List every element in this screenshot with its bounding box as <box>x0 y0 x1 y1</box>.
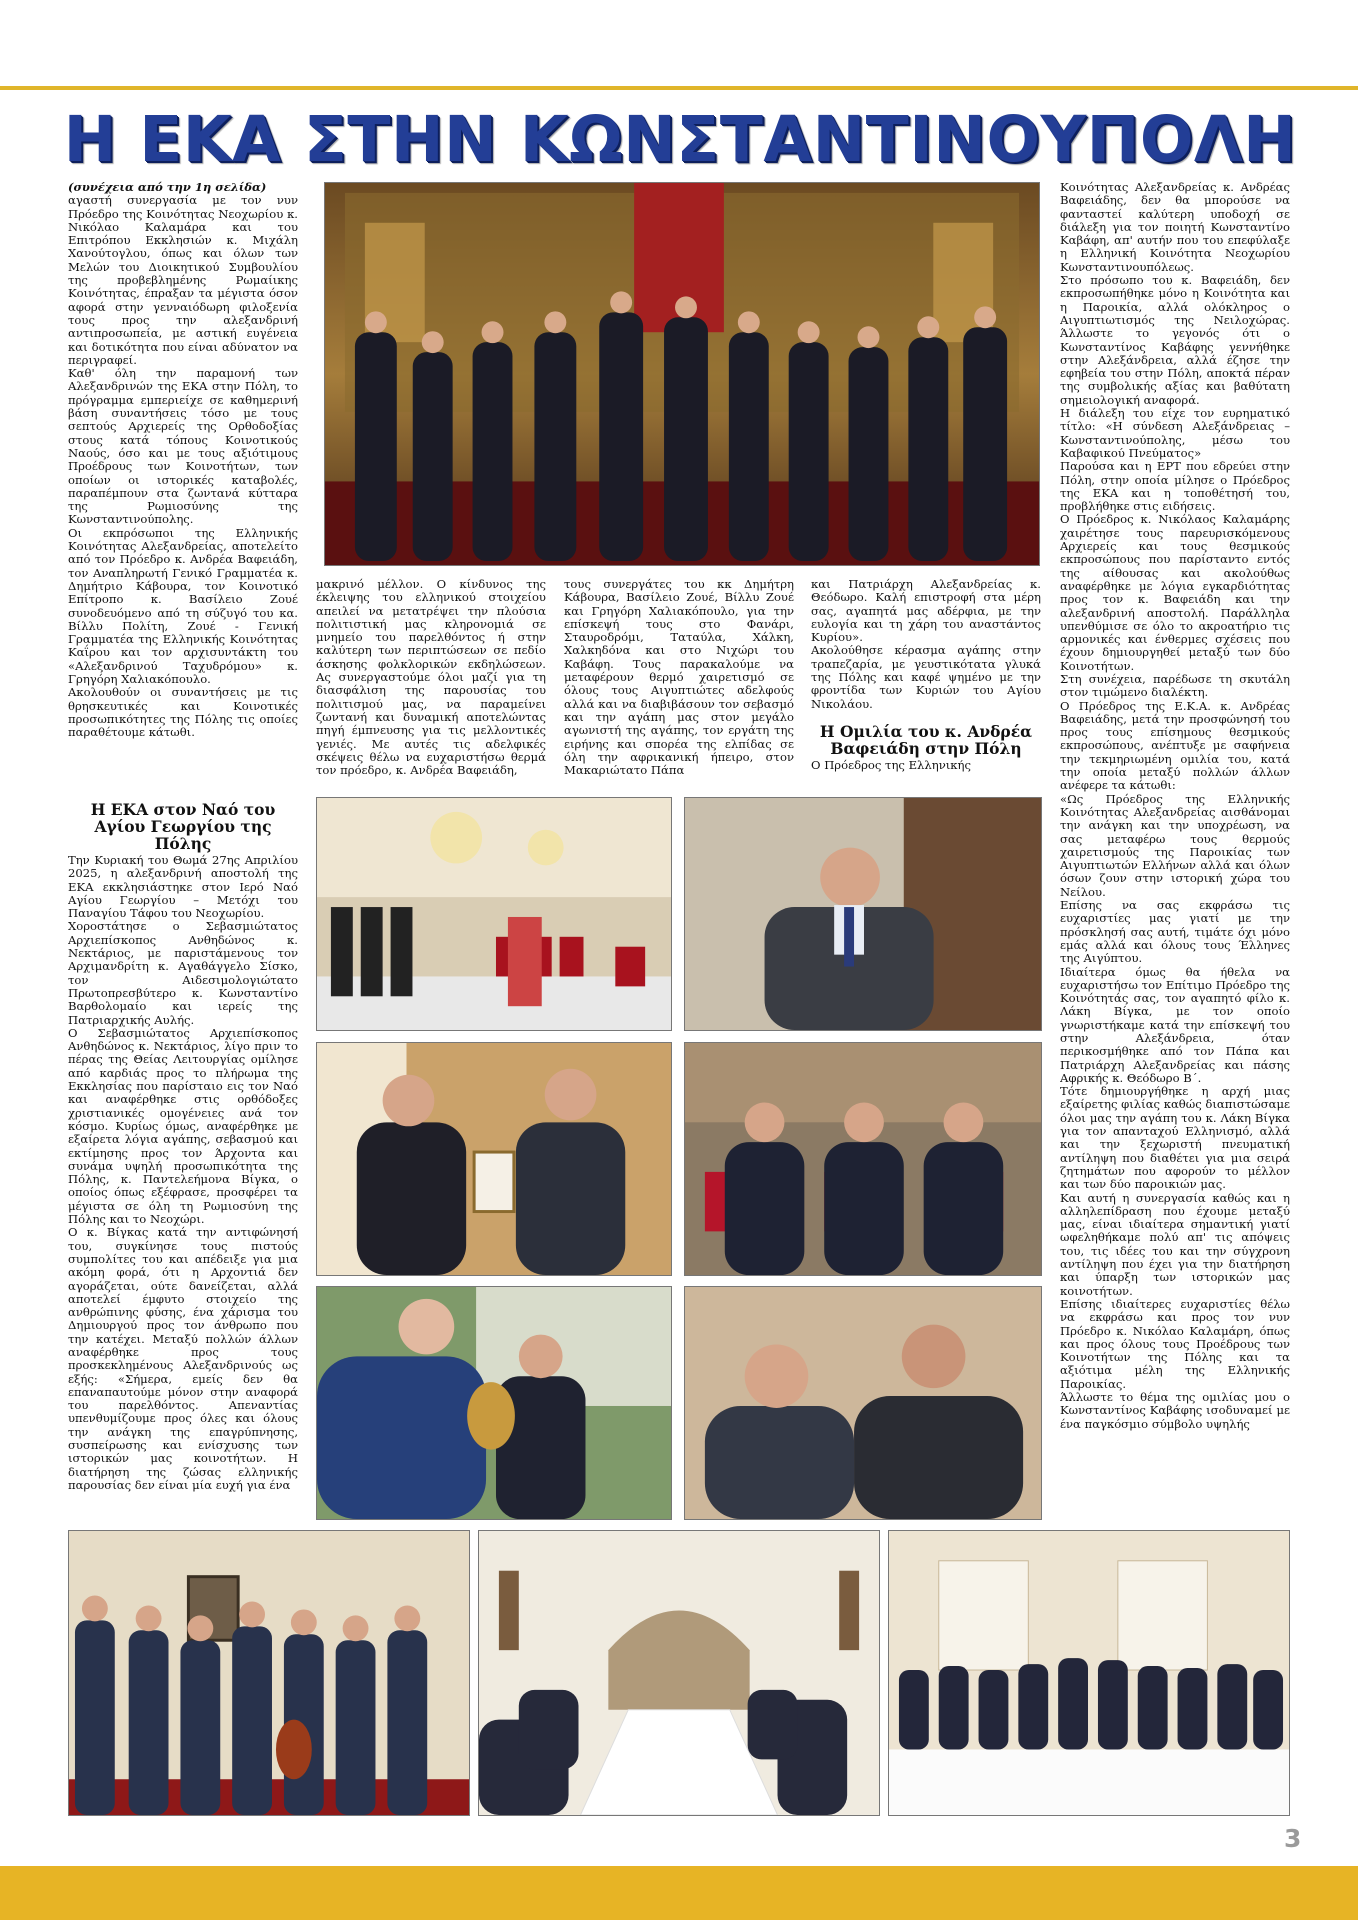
section-heading-speech: Η Ομιλία του κ. Ανδρέα Βαφειάδη στην Πόλη <box>819 721 1033 758</box>
photo-two-men-portrait <box>684 1286 1042 1520</box>
photo-plaque-presentation <box>316 1042 672 1276</box>
paragraph: Ακολουθούν οι συναντήσεις με τις θρησκευτικές και Κοινοτικές προσωπικότητες της Πόλης τις οποίες παραθέτουμε κάτωθι. <box>68 685 298 740</box>
paragraph: τους συνεργάτες του κκ Δημήτρη Κάβουρα, Βασίλειο Ζουέ, Βίλλυ Ζουέ και Γρηγόρη Χαλιακόπουλο, για την επίσκεψή τους στο Φανάρι, Σταυροδρόμι, Ταταύλα, Χάλκη, Χαλκηδόνα και στο Νιχώρι του Καβάφη. Τους παρακαλούμε να μεταφέρουν θερμό χαιρετισμό σε όλους τους Αιγυπτιώτες αδελφούς αλλά και να διαβιβάσουν τον σεβασμό και την αγάπη μας στον μεγάλο αγωνιστή της αγάπης, τον εργάτη της ειρήνης και σπορέα της ελπίδας σε όλη την αφρικανική ήπειρο, στον Μακαριώτατο Πάπα <box>564 578 794 778</box>
photo-group-standing <box>68 1530 470 1816</box>
photo-speaker-podium <box>684 797 1042 1031</box>
paragraph: Στη συνέχεια, παρέδωσε τη σκυτάλη στον τιμώμενο διαλέκτη. <box>1060 671 1290 700</box>
continuation-note: (συνέχεια από την 1η σελίδα) <box>68 181 267 194</box>
paragraph: Ο κ. Βίγκας κατά την αντιφώνησή του, συγκίνησε τους πιστούς συμπολίτες του και απέδειξε για μια ακόμη φορά, ότι η Αρχοντιά δεν αγοράζεται, ούτε δανείζεται, αλλά αποτελεί έμφυτο στοιχείο της ανθρώπινης φύσης, ένα χάρισμα του Δημιουργού προς τον άνθρωπο που την κατέχει. Μεταξύ πολλών άλλων αναφέρθηκε προς τους προσκεκλημένους Αλεξανδρινούς ως εξής: «Σήμερα, εμείς δεν θα επαναπαυτούμε μόνον στην αναφορά του παρελθόντος. Απεναντίας υπενθυμίζουμε προς όλες και όλους την ανάγκη της επαγρύπνησης, συσπείρωσης και ενίσχυσης των ιστορικών μας κοινοτήτων. Η διατήρηση της ζώσας ελληνικής παρουσίας δεν είναι μία ευχή για ένα <box>68 1225 298 1492</box>
paragraph: Ιδιαίτερα όμως θα ήθελα να ευχαριστήσω τον Επίτιμο Πρόεδρο της Κοινότητάς σας, τον αγαπητό φίλο κ. Λάκη Βίγκα, με τον οποίο γνωριστήκαμε κατά την επίσκεψή του στην Αλεξάνδρεια, όταν περικοσμήθηκε από τον Πάπα και Πατριάρχη Αλεξανδρείας και πάσης Αφρικής κ. Θεόδωρο Β΄. <box>1060 964 1290 1085</box>
photo-seated-guests <box>684 1042 1042 1276</box>
paragraph: μακρινό μέλλον. Ο κίνδυνος της έκλειψης του ελληνικού στοιχείου απειλεί να μετατρέψει την πλούσια πολιτιστική μας κληρονομιά σε μνημείο του παρελθόντος ή στην καλύτερη των περιπτώσεων σε πεδίο άσκησης φολκλορικών εκδηλώσεων. Ας συνεργαστούμε όλοι μαζί για τη διασφάλιση της παρουσίας του πολιτισμού μας, να παραμείνει ζωντανή και δυναμική αποτελώντας πηγή έμπνευσης για τις μελλοντικές γενιές. Με αυτές τις αδελφικές σκέψεις θέλω να ευχαριστήσω θερμά τον πρόεδρο, κ. Ανδρέα Βαφειάδη, <box>316 578 546 778</box>
paragraph: αγαστή συνεργασία με τον νυν Πρόεδρο της Κοινότητας Νεοχωρίου κ. Νικόλαο Καλαμάρα και του Επιτρόπου Εκκλησιών κ. Μιχάλη Χανούτογλου, όπως και όλων των Μελών του Διοικητικού Συμβουλίου της προβεβλημένης Ρωμαίικης Κοινότητας, έπραξαν τα μέγιστα όσον αφορά στην γενναιόδωρη φιλοξενία τους προς την αλεξανδρινή αντιπροσωπεία, με αστική ευγένεια και δοτικότητα που είναι αδύνατον να περιγραφεί. <box>68 193 298 367</box>
column-5 <box>1060 181 1290 1524</box>
photo-church-interior <box>316 797 672 1031</box>
paragraph: και Πατριάρχη Αλεξανδρείας κ. Θεόδωρο. Καλή επιστροφή στα μέρη σας, αγαπητά μας αδέρφια, με την ευλογία και τη χάρη του αναστάντος Κυρίου». <box>811 578 1041 645</box>
top-rule <box>0 86 1358 90</box>
paragraph: Και αυτή η συνεργασία καθώς και η αλληλεπίδραση που έχουμε μεταξύ μας, είναι ιδιαίτερα σημαντική γιατί ωφεληθήκαμε πολύ απ' τις απόψεις του, τις ιδέες του και την σύγχρονη αντίληψη που έχει για την διατήρηση και ύπαρξη των ιστορικών μας κοινοτήτων. <box>1060 1190 1290 1298</box>
paragraph: Καθ' όλη την παραμονή των Αλεξανδρινών της ΕΚΑ στην Πόλη, το πρόγραμμα εμπεριείχε σε καθημερινή βάση συναντήσεις τόσο με τους σεπτούς Αρχιερείς της Ορθοδοξίας στους κατά τόπους Κοινοτικούς Ναούς, όσο και με τους αξιότιμους Προέδρους των Κοινοτήτων, των οποίων οι ιστορικές καταβολές, παραπέμπουν στα ζωντανά κύτταρα της Ρωμιοσύνης της Κωνσταντινούπολης. <box>68 366 298 527</box>
paragraph: Τότε δημιουργήθηκε η αρχή μιας εξαίρετης φιλίας καθώς διαπιστώσαμε όλοι μας την αγάπη του κ. Λάκη Βίγκα για τον απανταχού Ελληνισμό, αλλά και την ξεχωριστή πνευματική αντίληψη που διαθέτει για μια σειρά ζητημάτων που αφορούν το μέλλον και των δύο παροικιών μας. <box>1060 1084 1290 1192</box>
paragraph: Η διάλεξη του είχε τον ευρηματικό τίτλο: «Η σύνδεση Αλεξάνδρειας – Κωνσταντινούπολης, μέσω του Καβαφικού Πνεύματος» <box>1060 406 1290 460</box>
paragraph: Ακολούθησε κέρασμα αγάπης στην τραπεζαρία, με γευστικότατα γλυκά της Πόλης και καφέ ψημένο με την φροντίδα των Κυριών του Αγίου Νικολάου. <box>811 643 1041 711</box>
paragraph: Την Κυριακή του Θωμά 27ης Απριλίου 2025, η αλεξανδρινή αποστολή της ΕΚΑ εκκλησιάστηκε στον Ιερό Ναό Αγίου Γεωργίου – Μετόχι του Παναγίου Τάφου του Νεοχωρίου. <box>68 853 298 921</box>
paragraph: Παρούσα και η ΕΡΤ που εδρεύει στην Πόλη, στην οποία μίλησε ο Πρόεδρος της ΕΚΑ και η τοποθέτησή του, προβλήθηκε στις ειδήσεις. <box>1060 459 1290 514</box>
paragraph: Ο Σεβασμιώτατος Αρχιεπίσκοπος Ανθηδώνος κ. Νεκτάριος, λίγο πριν το πέρας της Θείας Λειτουργίας ομίλησε από καρδιάς προς το πλήρωμα της Εκκλησίας που παρίσταιο εις τον Ναό και αναφέρθηκε στις ορθόδοξες χριστιανικές ομογένειες ανά τον κόσμο. Κυρίως όμως, αναφέρθηκε με εξαίρετα λόγια αγάπης, σεβασμού και εκτίμησης προς τον Άρχοντα και συνάμα υψηλή προσωπικότητα της Πόλης, κ. Παντελεήμονα Βίγκα, ο οποίος όπως εξέφρασε, προσφέρει τα μέγιστα σε όλη τη Ρωμιοσύνη της Πόλης και το Νεοχώρι. <box>68 1025 298 1227</box>
page-headline: Η ΕΚΑ ΣΤΗΝ ΚΩΝΣΤΑΝΤΙΝΟΥΠΟΛΗ <box>63 103 1297 176</box>
paragraph: Κοινότητας Αλεξανδρείας κ. Ανδρέας Βαφειάδης, δεν θα μπορούσε να φανταστεί καλύτερη υποδοχή σε διάλεξη για τον ποιητή Κωνσταντίνο Καβάφη, απ' αυτήν που του επεφύλαξε η Ελληνική Κοινότητα Νεοχωρίου Κωνσταντινουπόλεως. <box>1060 181 1290 274</box>
photo-dinner-hall <box>478 1530 880 1816</box>
photo-banquet-group <box>888 1530 1290 1816</box>
photo-church-group <box>324 182 1040 566</box>
paragraph: Ο Πρόεδρος της Ελληνικής <box>811 757 971 772</box>
paragraph: Επίσης ιδιαίτερες ευχαριστίες θέλω να εκφράσω και προς τον νυν Πρόεδρο κ. Νικόλαο Καλαμάρη, όπως και προς όλους τους Προέδρους των Κοινοτήτων της Πόλης και τα αξιότιμα μέλη της Ελληνικής Παροικίας. <box>1060 1296 1290 1391</box>
paragraph: Ο Πρόεδρος κ. Νικόλαος Καλαμάρης χαιρέτησε τους παρευρισκόμενους Αρχιερείς και τους θεσμικούς εκπροσώπους που παρίσταντο εντός της αίθουσας και ακολούθως αναφέρθηκε με λόγια εγκαρδιότητας προς τον κ. Βαφειάδη και την αλεξανδρινή αποστολή. Παράλληλα υπενθύμισε σε όλο το ακροατήριο τις αρμονικές και ένθερμες σχέσεις που έχουν δημιουργηθεί μεταξύ των δύο Κοινοτήτων. <box>1060 512 1290 673</box>
column-3 <box>564 578 794 786</box>
paragraph: Επίσης να σας εκφράσω τις ευχαριστίες μας γιατί με την πρόσκλησή σας αυτή, τιμάτε όχι μόνο εμάς αλλά και όλους τους Έλληνες της Αιγύπτου. <box>1060 898 1290 966</box>
paragraph: Άλλωστε το θέμα της ομιλίας μου ο Κωνσταντίνος Καβάφης ισοδυναμεί με ένα παγκόσμιο σύμβολο υψηλής <box>1060 1390 1290 1431</box>
paragraph: «Ως Πρόεδρος της Ελληνικής Κοινότητας Αλεξανδρείας αισθάνομαι την ανάγκη και την υποχρέωση, να σας μεταφέρω τους θερμούς χαιρετισμούς της Παροικίας των Αιγυπτιωτών Ελλήνων αλλά και όλων όσων ζουν στην ιστορική χώρα του Νείλου. <box>1060 791 1290 899</box>
photo-honorary-plaque <box>316 1286 672 1520</box>
column-1-top <box>68 181 298 793</box>
bottom-bar <box>0 1866 1358 1920</box>
column-1-bottom <box>68 798 298 1524</box>
column-2 <box>316 578 546 786</box>
paragraph: Χοροστάτησε ο Σεβασμιώτατος Αρχιεπίσκοπος Ανθηδώνος κ. Νεκτάριος, με παριστάμενους τον Αρχιμανδρίτη κ. Αγαθάγγελο Σίσκο, τον Αιδεσιμολογιώτατο Πρωτοπρεσβύτερο κ. Κωνσταντίνο Βαρθολομαίο και ιερείς της Πατριαρχικής Αυλής. <box>68 919 298 1027</box>
paragraph: Οι εκπρόσωποι της Ελληνικής Κοινότητας Αλεξανδρείας, αποτελείτο από τον Πρόεδρο κ. Ανδρέα Βαφειάδη, τον Αναπληρωτή Γενικό Γραμματέα κ. Δημήτριο Κάβουρα, τον Κοινοτικό Επίτροπο κ. Βασίλειο Ζουέ συνοδευόμενο από τη σύζυγό του κα. Βίλλυ Πολίτη, Ζουέ - Γενική Γραμματέα της Ελληνικής Κοινότητας Καΐρου και τον αρχισυντάκτη του «Αλεξανδρινού Ταχυδρόμου» κ. Γρηγόρη Χαλιακόπουλο. <box>68 525 298 686</box>
section-heading-saint-george: Η ΕΚΑ στον Ναό του Αγίου Γεωργίου της Πόλης <box>90 800 276 853</box>
page-number: 3 <box>1284 1824 1302 1853</box>
paragraph: Ο Πρόεδρος της Ε.Κ.Α. κ. Ανδρέας Βαφειάδης, μετά την προσφώνησή του προς τους επίσημους θεσμικούς εκπροσώπους, ανέπτυξε με σαφήνεια την τεκμηριωμένη ομιλία του, κατά την οποία μεταξύ πολλών άλλων ανέφερε τα κάτωθι: <box>1060 698 1290 793</box>
column-4 <box>811 578 1041 786</box>
paragraph: Στο πρόσωπο του κ. Βαφειάδη, δεν εκπροσωπήθηκε μόνο η Κοινότητα και η Παροικία, αλλά ολόκληρος ο Αιγυπτιωτισμός της Νειλοχώρας. Άλλωστε το γεγονός ότι ο Κωνσταντίνος Καβάφης γεννήθηκε στην Αλεξάνδρεια, αλλά έζησε την εφηβεία του στην Πόλη, αποκτά πέραν της συμβολικής αξίας και βαθύτατη σημειολογική αναφορά. <box>1060 273 1290 407</box>
